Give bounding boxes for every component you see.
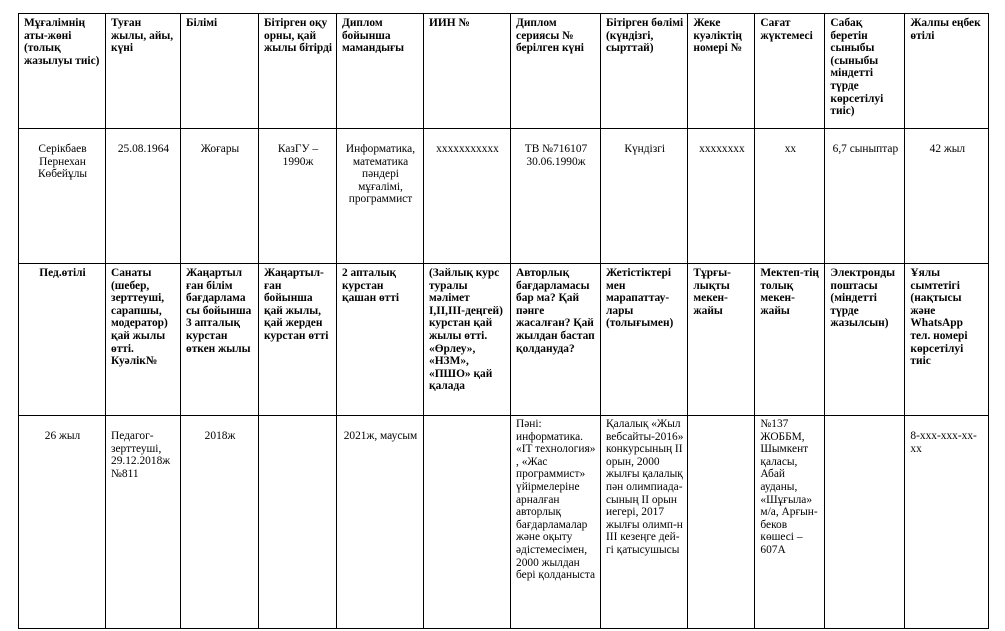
data-cell: 2021ж, маусым bbox=[337, 416, 424, 629]
header-cell: Электронды поштасы (міндетті түрде жазылсын) bbox=[825, 264, 905, 416]
header-cell: Жалпы еңбек өтілі bbox=[905, 14, 989, 129]
data-cell: Жоғары bbox=[181, 129, 259, 264]
header-cell: Бітірген оқу орны, қай жылы бітірді bbox=[259, 14, 337, 129]
data-cell: 2018ж bbox=[181, 416, 259, 629]
table-row bbox=[19, 129, 989, 264]
header-cell: Мектеп-тің толық мекен-жайы bbox=[755, 264, 825, 416]
data-cell: Педагог-зерттеуші, 29.12.2018ж №811 bbox=[106, 416, 181, 629]
header-cell: Авторлық бағдарламасы бар ма? Қай пәнге жасалған? Қай жылдан бастап қолдануда? bbox=[511, 264, 601, 416]
data-cell bbox=[424, 416, 511, 629]
header-cell: Туған жылы, айы, күні bbox=[106, 14, 181, 129]
header-cell: Жетістіктері мен марапаттау-лары (толығымен) bbox=[601, 264, 688, 416]
table-header-row bbox=[19, 14, 989, 129]
data-cell bbox=[688, 416, 755, 629]
header-cell: ИИН № bbox=[424, 14, 511, 129]
data-cell: КазГУ – 1990ж bbox=[259, 129, 337, 264]
header-cell: Санаты (шебер, зерттеуші, сарапшы, модератор) қай жылы өтті. Куәлік№ bbox=[106, 264, 181, 416]
data-cell: хххххххх bbox=[688, 129, 755, 264]
header-cell: Бітірген бөлімі (күндізгі, сырттай) bbox=[601, 14, 688, 129]
data-cell: ххххххххххх bbox=[424, 129, 511, 264]
header-cell: Диплом бойынша мамандығы bbox=[337, 14, 424, 129]
header-cell: (Зайлық курс туралы мәлімет I,II,III-деңгей) курстан қай жылы өтті. «Өрлеу», «НЗМ», «ПШО» қай қалада bbox=[424, 264, 511, 416]
data-cell: ТВ №716107 30.06.1990ж bbox=[511, 129, 601, 264]
header-cell: Пед.өтілі bbox=[19, 264, 106, 416]
data-cell bbox=[259, 416, 337, 629]
data-cell: 25.08.1964 bbox=[106, 129, 181, 264]
header-cell: Сабақ беретін сыныбы (сыныбы міндетті түрде көрсетілуі тиіс) bbox=[825, 14, 905, 129]
header-cell: Тұрғы-лықты мекен-жайы bbox=[688, 264, 755, 416]
data-cell: 8-ххх-ххх-хх-хх bbox=[905, 416, 989, 629]
data-cell: 6,7 сыныптар bbox=[825, 129, 905, 264]
header-cell: 2 апталық курстан қашан өтті bbox=[337, 264, 424, 416]
data-cell: Информатика, математика пәндері мұғалімі, программист bbox=[337, 129, 424, 264]
header-cell: Ұялы сымтетігі (нақтысы және WhatsApp тел. номері көрсетілуі тиіс bbox=[905, 264, 989, 416]
data-cell: Қалалық «Жыл вебсайты-2016» конкурсының II орын, 2000 жылғы қалалық пән олимпиада-сының II орын иегері, 2017 жылғы олимп-н III кезеңге дей-гі қатысушысы bbox=[601, 416, 688, 629]
table-row bbox=[19, 416, 989, 629]
table-header-row bbox=[19, 264, 989, 416]
header-cell: Сағат жүктемесі bbox=[755, 14, 825, 129]
data-cell: Серікбаев Пернехан Көбейұлы bbox=[19, 129, 106, 264]
data-cell: Күндізгі bbox=[601, 129, 688, 264]
teacher-info-table bbox=[18, 13, 989, 629]
header-cell: Білімі bbox=[181, 14, 259, 129]
header-cell: Мұғалімнің аты-жөні (толық жазылуы тиіс) bbox=[19, 14, 106, 129]
data-cell: 42 жыл bbox=[905, 129, 989, 264]
header-cell: Жеке куәліктің номері № bbox=[688, 14, 755, 129]
data-cell: Пәні: информатика. «IT технология» , «Жас программист» үйірмелеріне арналған авторлық бағдарламалар және оқыту әдістемесімен, 2000 жылдан бері қолданыста bbox=[511, 416, 601, 629]
header-cell: Жаңартыл ған білім бағдарлама сы бойынша 3 апталық курстан өткен жылы bbox=[181, 264, 259, 416]
data-cell: хх bbox=[755, 129, 825, 264]
data-cell: №137 ЖОББМ, Шымкент қаласы, Абай ауданы, «Шұғыла» м/а, Арғын-беков көшесі – 607А bbox=[755, 416, 825, 629]
data-cell bbox=[825, 416, 905, 629]
data-cell: 26 жыл bbox=[19, 416, 106, 629]
header-cell: Жаңартыл-ған бойынша қай жылы, қай жерден курстан өтті bbox=[259, 264, 337, 416]
header-cell: Диплом сериясы № берілген күні bbox=[511, 14, 601, 129]
